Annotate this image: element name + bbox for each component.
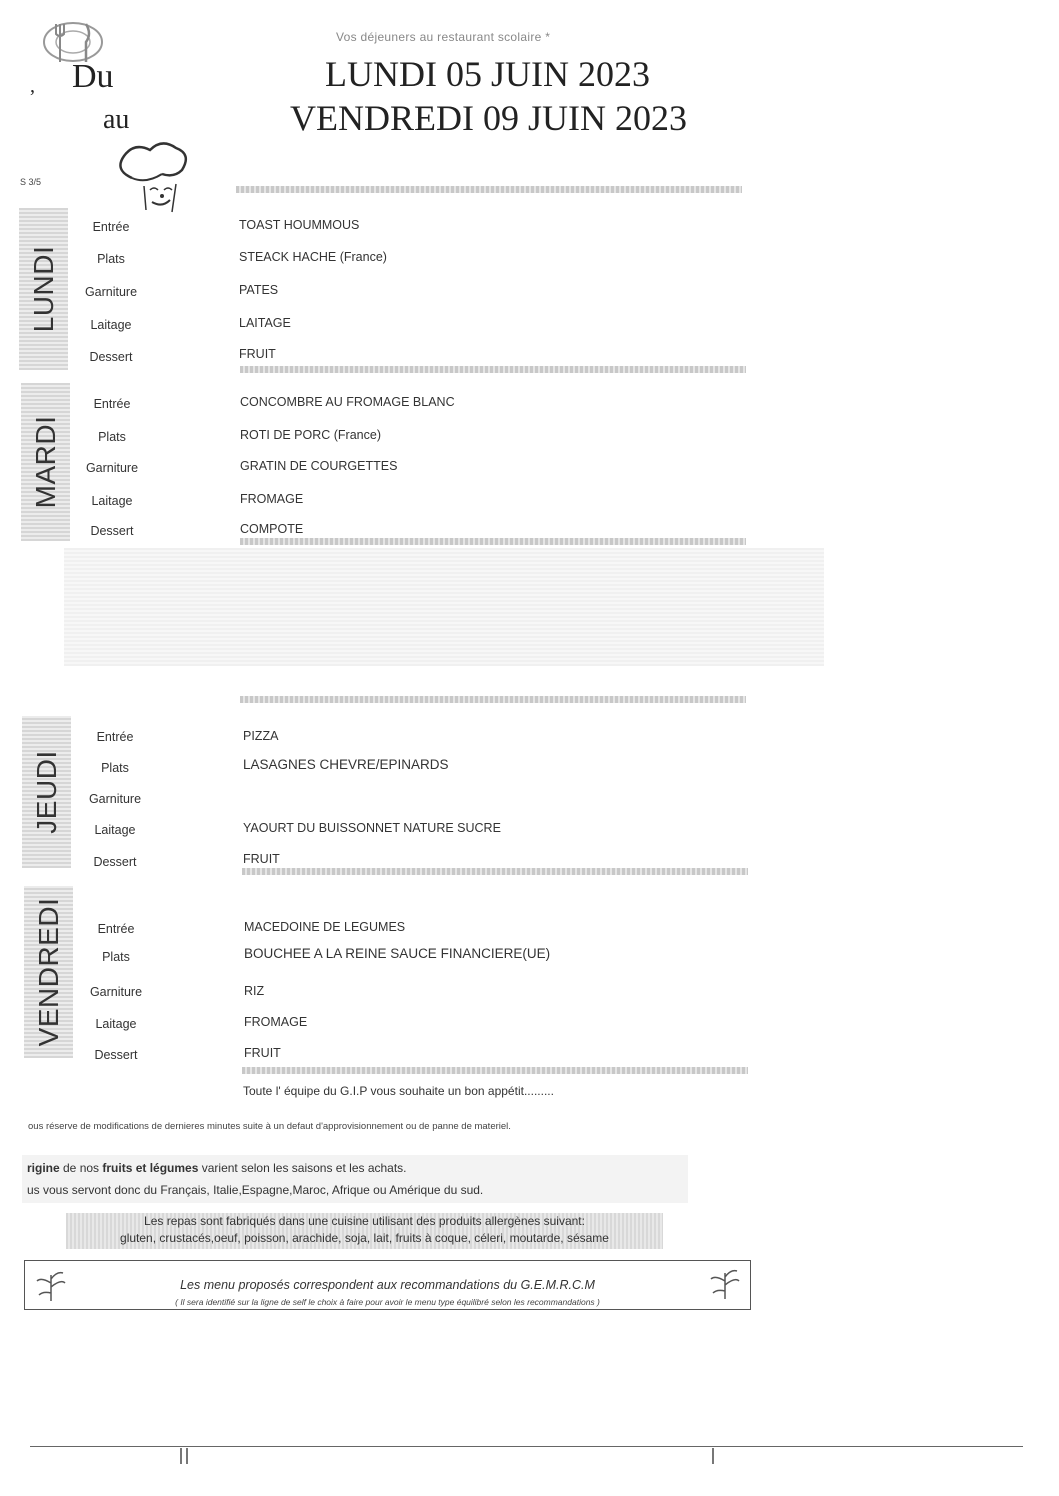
category-label: Plats — [101, 761, 129, 775]
scan-mark — [180, 1448, 182, 1464]
dish-label: CONCOMBRE AU FROMAGE BLANC — [240, 395, 455, 409]
category-label: Garniture — [88, 792, 142, 806]
day-label: LUNDI — [27, 245, 59, 333]
category-label: Laitage — [90, 318, 132, 332]
category-label: Laitage — [94, 823, 136, 837]
category-label: Garniture — [89, 985, 143, 999]
separator-bar — [240, 538, 746, 545]
closed-day-block — [64, 548, 824, 666]
origin-bold: fruits et légumes — [102, 1161, 199, 1175]
day-label: JEUDI — [30, 750, 62, 834]
reservation-note: ous réserve de modifications de dernieres minutes suite à un defaut d'approvisionnement ou de panne de materiel. — [28, 1121, 511, 1132]
category-label: Plats — [97, 252, 125, 266]
allergen-line-1: Les repas sont fabriqués dans une cuisine utilisant des produits allergènes suivant: — [144, 1214, 585, 1228]
chef-illustration-icon — [110, 138, 195, 223]
day-label: VENDREDI — [32, 897, 64, 1047]
week-code: S 3/5 — [20, 177, 42, 187]
dish-label: FRUIT — [243, 852, 280, 866]
day-band-mardi — [21, 383, 70, 541]
day-band-jeudi — [22, 716, 71, 868]
category-label: Dessert — [93, 855, 137, 869]
du-label: Du — [72, 58, 114, 95]
category-label: Laitage — [95, 1017, 137, 1031]
dish-label: FROMAGE — [244, 1015, 308, 1029]
dish-label: MACEDOINE DE LEGUMES — [244, 920, 406, 934]
dish-label: PATES — [239, 283, 279, 297]
dish-label: ROTI DE PORC (France) — [240, 428, 381, 442]
dish-label: FRUIT — [244, 1046, 281, 1060]
bottom-rule — [30, 1446, 1023, 1447]
origin-mid: de nos — [59, 1161, 103, 1175]
separator-bar — [240, 366, 746, 373]
category-label: Entrée — [97, 922, 135, 936]
allergen-line-2: gluten, crustacés,oeuf, poisson, arachide, soja, lait, fruits à coque, céleri, moutarde, sésame — [120, 1231, 609, 1245]
decorative-plant-icon — [31, 1265, 71, 1305]
header-dot: , — [30, 75, 35, 97]
dish-label: TOAST HOUMMOUS — [239, 218, 360, 232]
category-label: Entrée — [92, 220, 130, 234]
dish-label: FRUIT — [239, 347, 276, 361]
day-band-lundi — [19, 208, 68, 370]
scan-mark — [712, 1448, 714, 1464]
dish-label: LAITAGE — [239, 316, 291, 330]
dish-label: YAOURT DU BUISSONNET NATURE SUCRE — [243, 821, 501, 835]
category-label: Entrée — [96, 730, 134, 744]
greeting-text: Toute l' équipe du G.I.P vous souhaite un bon appétit......... — [243, 1084, 554, 1098]
separator-bar — [236, 186, 742, 193]
recommendation-line-2: ( Il sera identifié sur la ligne de self le choix à faire pour avoir le menu type équilibré selon les recommandations ) — [175, 1297, 600, 1307]
dish-label: PIZZA — [243, 729, 279, 743]
category-label: Dessert — [90, 524, 134, 538]
category-label: Dessert — [94, 1048, 138, 1062]
dish-label: RIZ — [244, 984, 265, 998]
au-label: au — [103, 104, 130, 135]
dish-label: LASAGNES CHEVRE/EPINARDS — [243, 757, 449, 772]
date-to: VENDREDI 09 JUIN 2023 — [290, 98, 687, 138]
category-label: Plats — [98, 430, 126, 444]
separator-bar — [242, 868, 748, 875]
dish-label: BOUCHEE A LA REINE SAUCE FINANCIERE(UE) — [244, 946, 551, 961]
origin-line-2: us vous servont donc du Français, Italie,Espagne,Maroc, Afrique ou Amérique du sud. — [27, 1183, 484, 1197]
separator-bar — [240, 696, 746, 703]
category-label: Laitage — [91, 494, 133, 508]
date-from: LUNDI 05 JUIN 2023 — [325, 54, 650, 94]
category-label: Garniture — [85, 461, 139, 475]
recommendation-line-1: Les menu proposés correspondent aux recommandations du G.E.M.R.C.M — [180, 1278, 595, 1292]
scan-mark — [186, 1448, 188, 1464]
dish-label: GRATIN DE COURGETTES — [240, 459, 398, 473]
header-subtitle: Vos déjeuners au restaurant scolaire * — [336, 30, 551, 44]
category-label: Entrée — [93, 397, 131, 411]
day-band-vendredi — [24, 886, 73, 1058]
category-label: Dessert — [89, 350, 133, 364]
category-label: Garniture — [84, 285, 138, 299]
decorative-plant-icon — [705, 1263, 745, 1303]
origin-prefix: rigine — [27, 1161, 60, 1175]
recommendation-box — [24, 1260, 751, 1310]
origin-rest: varient selon les saisons et les achats. — [198, 1161, 407, 1175]
dish-label: FROMAGE — [240, 492, 304, 506]
category-label: Plats — [102, 950, 130, 964]
dish-label: STEACK HACHE (France) — [239, 250, 387, 264]
origin-line-1 — [27, 1161, 407, 1175]
separator-bar — [242, 1067, 748, 1074]
dish-label: COMPOTE — [240, 522, 304, 536]
day-label: MARDI — [29, 415, 61, 509]
